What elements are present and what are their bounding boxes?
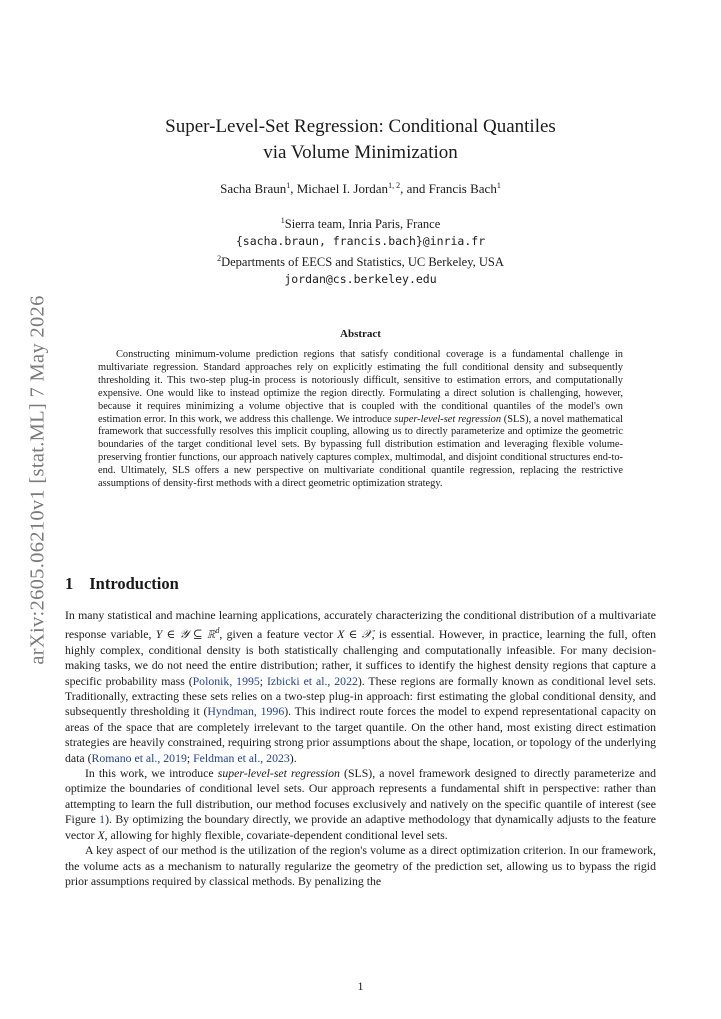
citation-link[interactable]: Hyndman, 1996: [207, 704, 285, 719]
body-text: ). These regions are formally known as conditional level sets. Traditionally, extracting these sets relies on a two-step plug-in approach: first estimating the global conditional density, and subsequently thresholding it (: [65, 673, 656, 719]
affiliation-text: Sierra team, Inria Paris, France: [284, 217, 441, 231]
author-name: Michael I. Jordan: [296, 181, 389, 196]
author-list: [65, 181, 656, 197]
math-expression: Y ∈ 𝒴 ⊆ ℝ: [155, 627, 216, 642]
affiliation-text: Departments of EECS and Statistics, UC Berkeley, USA: [221, 255, 504, 269]
abstract-term: super-level-set regression: [394, 413, 502, 425]
author-separator: , and: [400, 181, 429, 196]
section-number: 1: [65, 574, 74, 593]
author-name: Francis Bach: [428, 181, 497, 196]
figure-reference-link[interactable]: 1: [99, 812, 106, 827]
section-heading: [65, 574, 179, 594]
paragraph-3: A key aspect of our method is the utilization of the region's volume as a direct optimization criterion. In our framework, the volume acts as a mechanism to naturally regularize the geometry of the prediction set, allowing us to bypass the rigid prior assumptions required by classical methods. By penalizing the: [65, 843, 656, 888]
abstract-text: (SLS), a novel mathematical framework that successfully resolves this implicit coupling, allowing us to directly parameterize and optimize the geometric boundaries of the target conditional level sets. By bypassing full distribution estimation and leveraging flexible volume-preserving frontier functions, our approach natively captures complex, multimodal, and disjoint conditional structures end-to-end. Ultimately, SLS offers a new perspective on multivariate conditional quantile regression, replacing the restrictive assumptions of density-first methods with a direct geometric optimization strategy.: [98, 413, 623, 490]
paper-title: [65, 114, 656, 166]
author-affiliation-mark: 1, 2: [388, 181, 401, 190]
author-affiliation-mark: 1: [496, 181, 501, 190]
body-text: ). This indirect route forces the model to expend representational capacity on areas of the space that are completely irrelevant to the target quantile. On the other hand, most existing direct estimation strategies are heavily constrained, requiring strong prior assumptions about the shape, location, or topology of the underlying data (: [65, 704, 656, 765]
math-expression: X ∈ 𝒳: [337, 627, 372, 642]
affiliation-mark: 2: [217, 254, 222, 263]
affiliations: [65, 212, 656, 288]
body-text: ). By optimizing the boundary directly, we provide an adaptive methodology that dynamically adjusts to the feature vector: [65, 812, 657, 842]
abstract-body: [98, 349, 623, 491]
affiliation-mark: 1: [280, 216, 285, 225]
citation-separator: ;: [186, 750, 194, 765]
citation-link[interactable]: Feldman et al., 2023: [193, 750, 290, 765]
paragraph-2: [65, 766, 656, 843]
author-separator: ,: [290, 181, 297, 196]
body-text: , is essential. However, in practice, learning the full, often highly complex, conditional density is both statistically challenging and computationally infeasible. For many decision-making tasks, we do not need the entire distribution; rather, it suffices to identify the highest density regions that capture a specific probability mass (: [65, 627, 657, 688]
abstract-heading: Abstract: [340, 328, 381, 340]
emphasized-term: super-level-set regression: [217, 766, 340, 781]
citation-link[interactable]: Romano et al., 2019: [91, 750, 187, 765]
body-text: In many statistical and machine learning applications, accurately characterizing the conditional distribution of a multivariate response variable,: [65, 608, 656, 642]
affiliation-1: [65, 212, 656, 233]
author-affiliation-mark: 1: [286, 181, 291, 190]
affiliation-2: [65, 250, 656, 271]
math-superscript: d: [215, 626, 220, 636]
citation-link[interactable]: Polonik, 1995: [192, 673, 260, 688]
title-line-1: Super-Level-Set Regression: Conditional Quantiles: [165, 116, 556, 137]
introduction-body: [65, 608, 656, 889]
paragraph-1: [65, 608, 656, 766]
body-text: , allowing for highly flexible, covariate-dependent conditional level sets.: [104, 827, 448, 842]
arxiv-identifier-sidebar: arXiv:2605.06210v1 [stat.ML] 7 May 2026: [26, 295, 49, 665]
body-text: ).: [289, 750, 297, 765]
citation-separator: ;: [259, 673, 267, 688]
body-text: (SLS), a novel framework designed to directly parameterize and optimize the boundaries of conditional level sets. Our approach represents a fundamental shift in perspective: rather than attempting to learn the full distribution, our method focuses exclusively and natively on the specific quantile of interest (see Figure: [65, 766, 656, 827]
citation-link[interactable]: Izbicki et al., 2022: [266, 673, 358, 688]
email-1: {sacha.braun, francis.bach}@inria.fr: [235, 234, 486, 248]
email-2: jordan@cs.berkeley.edu: [284, 272, 437, 286]
section-title: Introduction: [89, 574, 179, 593]
title-line-2: via Volume Minimization: [263, 142, 458, 163]
page-number: 1: [357, 979, 364, 993]
math-expression: X: [97, 827, 105, 842]
body-text: , given a feature vector: [219, 627, 338, 642]
author-name: Sacha Braun: [220, 181, 287, 196]
abstract-text: Constructing minimum-volume prediction regions that satisfy conditional coverage is a fundamental challenge in multivariate regression. Standard approaches rely on explicitly estimating the full conditional density and subsequently thresholding it. This two-step plug-in process is notoriously difficult, sensitive to estimation errors, and computationally expensive. One would like to instead optimize the region directly. Formulating a direct solution is challenging, however, because it requires minimizing a volume objective that is coupled with the conditional quantiles of the model's own estimation error. In this work, we address this challenge. We introduce: [98, 349, 623, 425]
body-text: In this work, we introduce: [85, 766, 218, 781]
